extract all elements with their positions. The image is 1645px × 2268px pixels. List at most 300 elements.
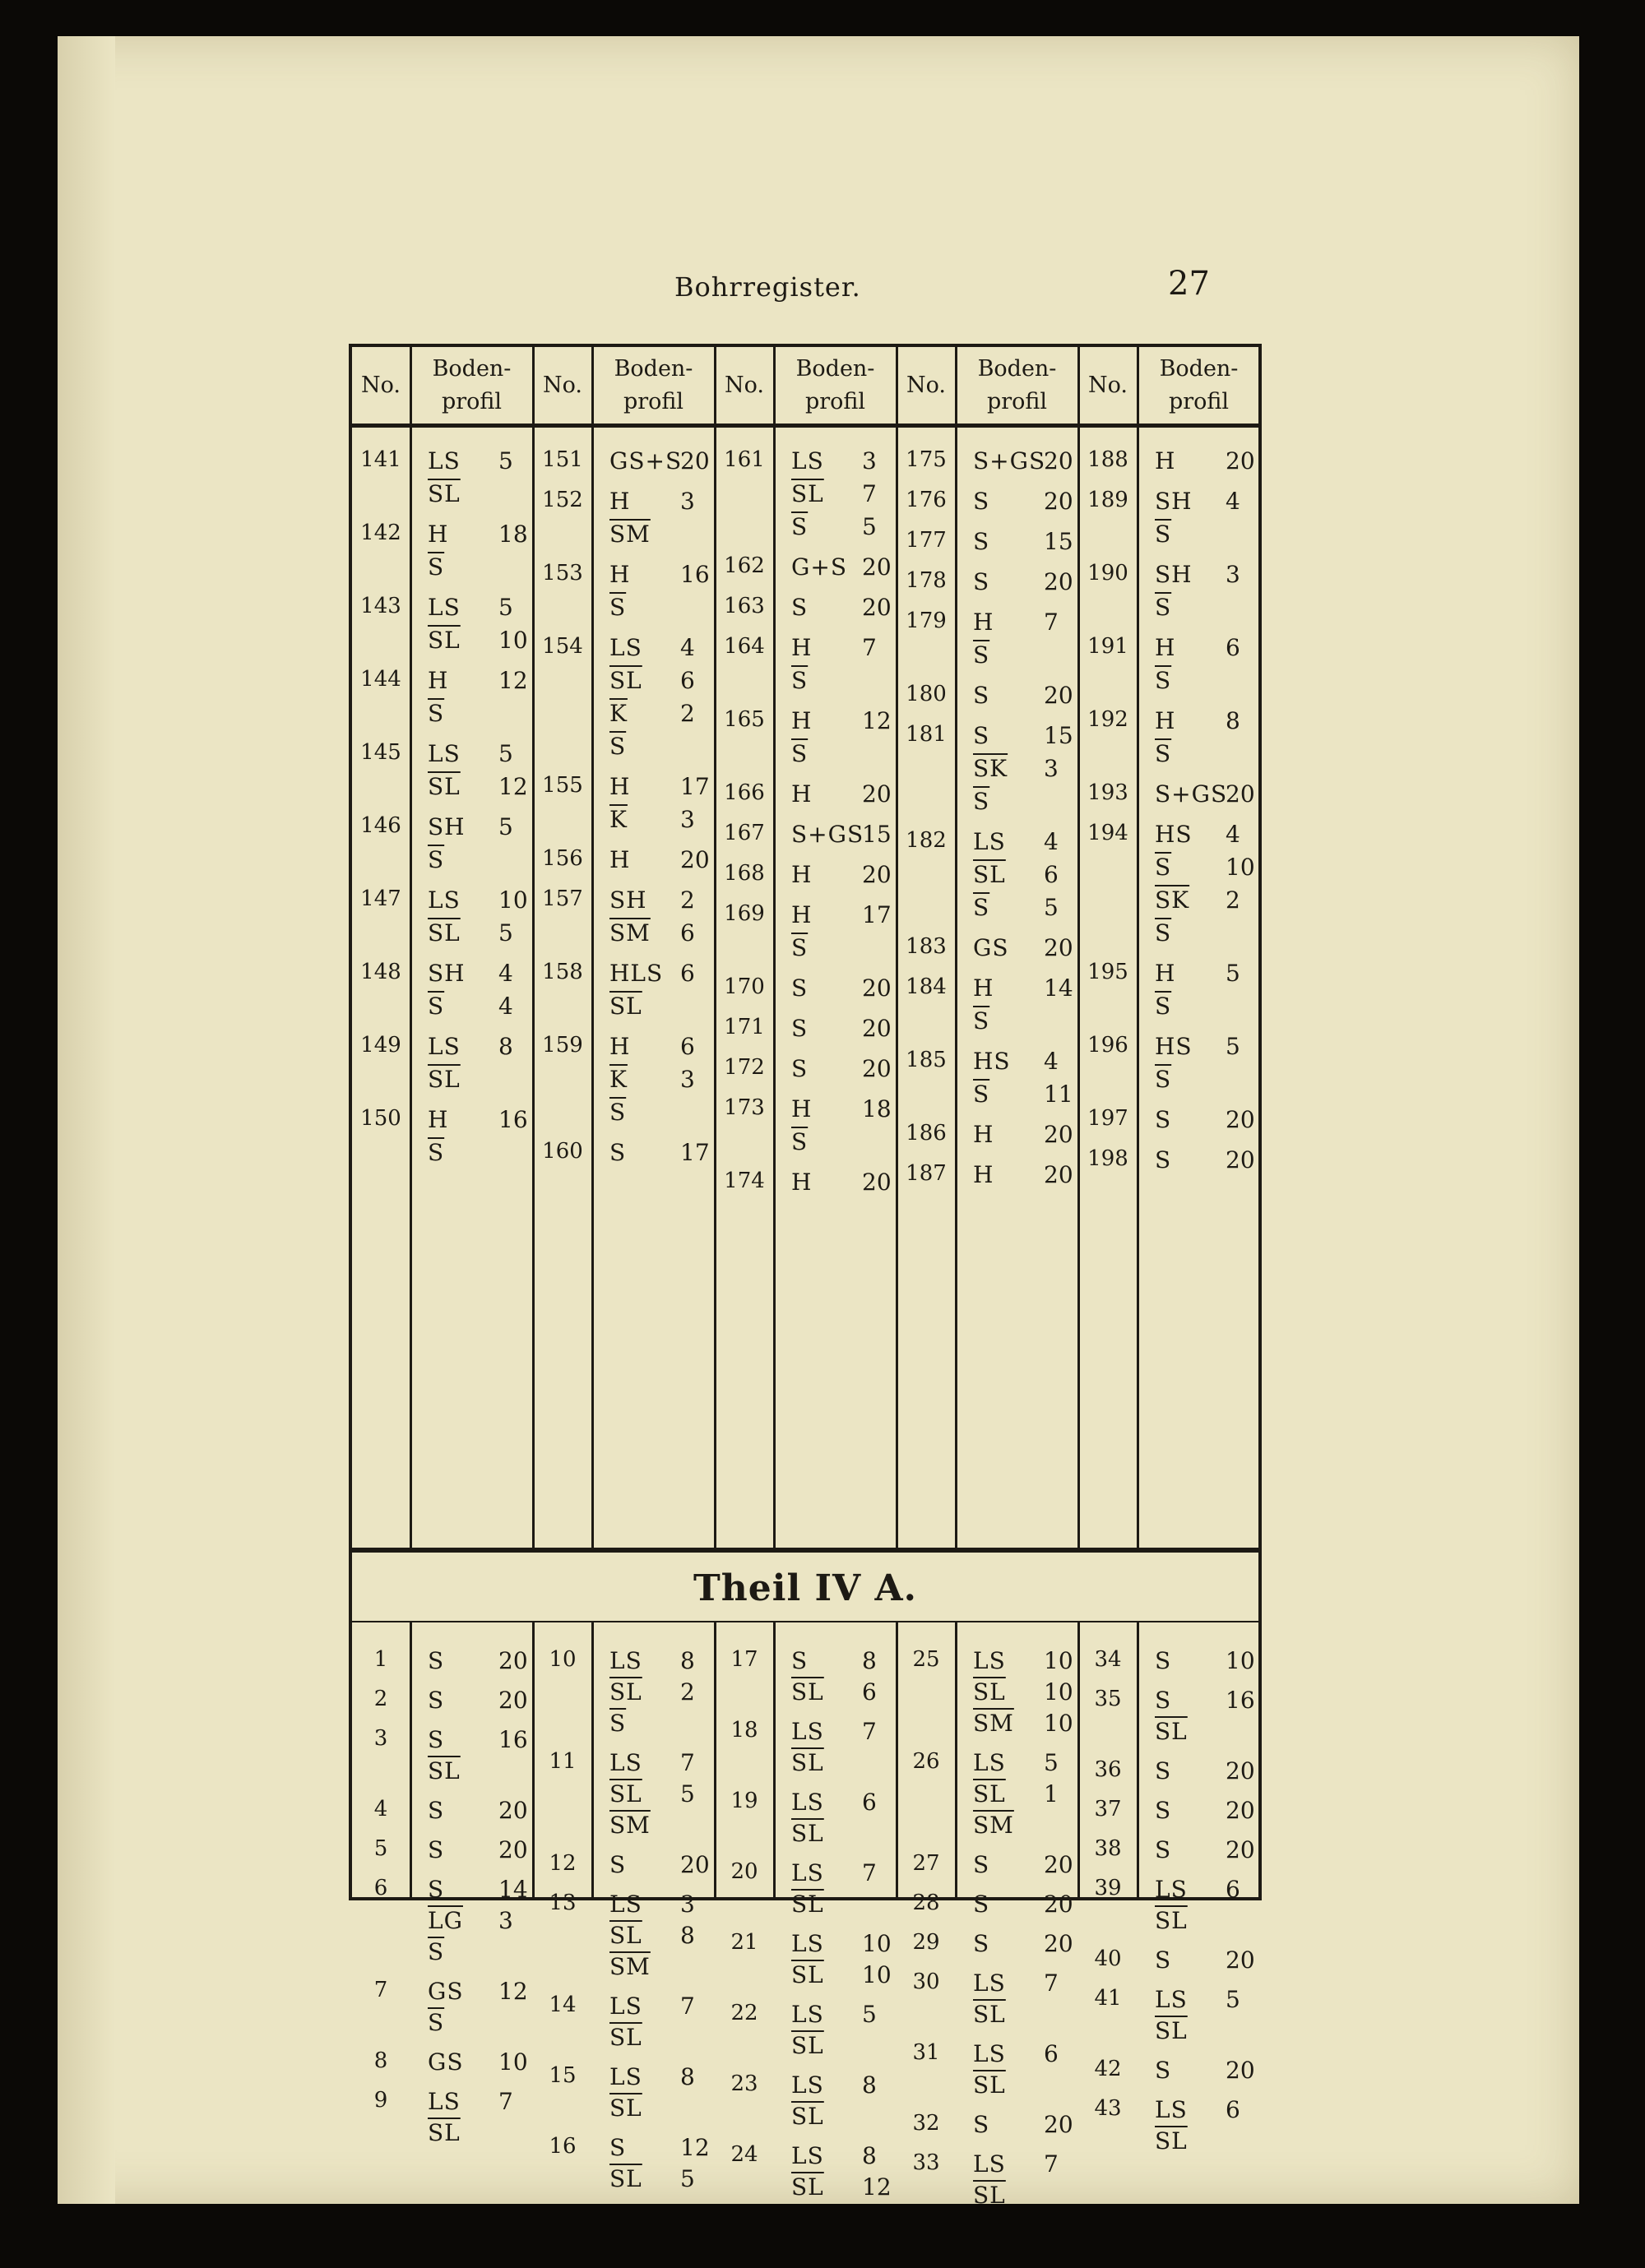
- no-column-separator: [410, 1622, 412, 1899]
- profile-layer-code: H: [1155, 707, 1176, 734]
- profile-layer-code: S: [1155, 1687, 1172, 1714]
- profile-layer-code: LS: [1155, 1986, 1188, 2013]
- profile-layer-thickness: 3: [680, 488, 695, 515]
- profile-layer-code: H: [791, 634, 813, 661]
- profile-layer-code: GS: [428, 2048, 464, 2076]
- profile-layer-code: H: [973, 609, 994, 636]
- profile-layer-code: S: [973, 682, 990, 709]
- profile-layer-code-lower: $\overline{SL}$: [791, 1678, 824, 1706]
- profile-layer-code: S: [791, 1055, 809, 1082]
- profile-layer-code: HLS: [609, 960, 664, 987]
- profile-layer-code: H: [428, 667, 449, 694]
- profile-layer-thickness: 20: [1044, 2111, 1073, 2138]
- entry-number: 198: [1087, 1146, 1128, 1171]
- profile-layer-code: GS: [428, 1978, 464, 2005]
- profile-layer-thickness: 20: [862, 594, 892, 621]
- profile-layer-code-lower: $\overline{SM}$: [973, 1812, 1014, 1839]
- profile-layer-code: H: [791, 707, 813, 734]
- section-title: Theil IV A.: [693, 1567, 917, 1609]
- entry-number: 21: [730, 1930, 758, 1955]
- profile-layer-code-lower: $\overline{S}$: [1155, 993, 1172, 1020]
- profile-layer-thickness: 5: [498, 919, 513, 947]
- group-separator: [1077, 347, 1080, 1548]
- profile-layer-code: S: [973, 568, 990, 595]
- profile-layer-code: S: [1155, 1757, 1172, 1784]
- profile-layer-thickness: 3: [1226, 561, 1240, 588]
- profile-layer-thickness: 10: [1044, 1710, 1073, 1737]
- entry-number: 13: [549, 1891, 577, 1915]
- profile-layer-thickness: 5: [862, 513, 877, 540]
- profile-layer-code: S: [973, 1891, 990, 1918]
- profile-layer-code: SH: [428, 813, 466, 840]
- profile-layer-thickness: 4: [680, 634, 695, 661]
- profile-layer-code: H: [1155, 960, 1176, 987]
- profile-layer-code-lower: $\overline{S}$: [973, 894, 990, 921]
- profile-layer-code-lower: $\overline{SL}$: [791, 480, 824, 507]
- header-bodenprofil-label: Boden- profil: [432, 355, 512, 414]
- profile-layer-thickness: 12: [862, 2173, 892, 2201]
- profile-layer-thickness: 20: [1226, 1106, 1255, 1133]
- profile-layer-thickness: 10: [1044, 1647, 1073, 1674]
- entry-number: 192: [1087, 707, 1128, 732]
- profile-layer-thickness: 2: [680, 886, 695, 914]
- group-separator: [714, 347, 716, 1548]
- profile-layer-code-lower: $\overline{SM}$: [609, 521, 651, 548]
- profile-layer-thickness: 5: [498, 740, 513, 767]
- entry-number: 162: [724, 553, 765, 578]
- profile-layer-thickness: 7: [1044, 609, 1059, 636]
- profile-layer-thickness: 20: [680, 846, 710, 873]
- profile-layer-code: S+GS: [1155, 780, 1228, 808]
- entry-number: 6: [373, 1876, 388, 1900]
- table-part-2: [352, 1622, 1258, 2268]
- profile-layer-code: H: [791, 780, 813, 808]
- no-column-separator: [591, 347, 594, 1548]
- entry-number: 167: [724, 821, 765, 845]
- profile-layer-thickness: 8: [680, 2063, 695, 2090]
- profile-layer-code-lower: $\overline{S}$: [973, 1007, 990, 1034]
- header-bodenprofil-label: Boden- profil: [614, 355, 693, 414]
- entry-number: 184: [906, 974, 947, 999]
- profile-layer-code-lower: $\overline{S}$: [1155, 667, 1172, 694]
- header-no: [534, 347, 591, 424]
- entry-number: 32: [912, 2111, 940, 2136]
- profile-layer-thickness: 12: [498, 773, 528, 800]
- profile-layer-thickness: 16: [498, 1106, 528, 1133]
- profile-layer-code: LS: [609, 2063, 642, 2090]
- entry-number: 9: [373, 2088, 388, 2113]
- entry-number: 37: [1094, 1797, 1122, 1821]
- entry-number: 190: [1087, 561, 1128, 586]
- no-column-separator: [1137, 347, 1139, 1548]
- entry-number: 155: [542, 773, 583, 798]
- entry-number: 28: [912, 1891, 940, 1915]
- entry-number: 150: [360, 1106, 401, 1131]
- entry-number: 183: [906, 934, 947, 959]
- profile-layer-code: S: [609, 1851, 627, 1878]
- profile-layer-code-lower: $\overline{SL}$: [428, 2119, 461, 2146]
- profile-layer-code-lower: $\overline{SK}$: [973, 755, 1008, 782]
- header-no-label: No.: [906, 372, 946, 398]
- entry-number: 175: [906, 447, 947, 472]
- profile-layer-thickness: 17: [680, 1139, 710, 1166]
- page-gutter-shadow: [58, 36, 115, 2204]
- profile-layer-code-lower: $\overline{SL}$: [1155, 1718, 1188, 1745]
- profile-layer-thickness: 6: [1226, 634, 1240, 661]
- profile-layer-code: SH: [1155, 488, 1193, 515]
- profile-layer-code: LS: [609, 1891, 642, 1918]
- profile-layer-code: LS: [609, 634, 642, 661]
- entry-number: 10: [549, 1647, 577, 1672]
- profile-layer-code: S: [791, 594, 809, 621]
- profile-layer-code: S: [1155, 1647, 1172, 1674]
- profile-layer-code: S: [973, 2111, 990, 2138]
- table-header-row: [352, 347, 1258, 428]
- profile-layer-code: H: [791, 1095, 813, 1122]
- entry-number: 186: [906, 1121, 947, 1146]
- profile-layer-thickness: 6: [862, 1678, 877, 1706]
- profile-layer-code: S: [1155, 1836, 1172, 1863]
- profile-layer-thickness: 12: [498, 1978, 528, 2005]
- profile-layer-thickness: 10: [498, 627, 528, 654]
- profile-layer-thickness: 20: [1226, 780, 1255, 808]
- header-bodenprofil: [591, 347, 716, 424]
- bohrregister-table: [349, 344, 1262, 2209]
- profile-layer-thickness: 7: [1044, 2150, 1059, 2178]
- profile-layer-code: LS: [1155, 1876, 1188, 1903]
- profile-layer-code-lower: $\overline{SL}$: [428, 1066, 461, 1093]
- group-separator: [896, 347, 898, 1548]
- entry-number: 188: [1087, 447, 1128, 472]
- entry-number: 187: [906, 1161, 947, 1186]
- profile-layer-thickness: 20: [680, 447, 710, 474]
- header-bodenprofil: [410, 347, 534, 424]
- profile-layer-thickness: 8: [1226, 707, 1240, 734]
- profile-layer-code-lower: $\overline{SL}$: [428, 480, 461, 507]
- group-separator: [532, 347, 535, 1548]
- header-bodenprofil: [773, 347, 897, 424]
- entry-number: 11: [549, 1749, 577, 1774]
- profile-layer-code: G+S: [791, 553, 848, 581]
- profile-layer-code: S: [973, 1930, 990, 1957]
- entry-number: 197: [1087, 1106, 1128, 1131]
- profile-layer-code: S: [973, 722, 990, 749]
- entry-number: 147: [360, 886, 401, 911]
- profile-layer-thickness: 10: [1226, 854, 1255, 881]
- profile-layer-thickness: 5: [498, 813, 513, 840]
- profile-layer-code: H: [791, 1169, 813, 1196]
- profile-layer-thickness: 8: [680, 1922, 695, 1949]
- entry-number: 185: [906, 1048, 947, 1072]
- profile-layer-thickness: 16: [680, 561, 710, 588]
- profile-layer-code: S: [428, 1647, 445, 1674]
- profile-layer-thickness: 3: [1044, 755, 1059, 782]
- profile-layer-code: LS: [791, 1930, 824, 1957]
- profile-layer-thickness: 7: [862, 1718, 877, 1745]
- header-no-label: No.: [543, 372, 582, 398]
- profile-layer-code-lower: $\overline{S}$: [609, 1710, 627, 1737]
- profile-layer-thickness: 20: [680, 1851, 710, 1878]
- entry-number: 176: [906, 488, 947, 512]
- profile-layer-code-lower: $\overline{S}$: [428, 846, 445, 873]
- profile-layer-code: HS: [1155, 1033, 1193, 1060]
- profile-layer-code: S: [428, 1876, 445, 1903]
- profile-layer-thickness: 20: [862, 553, 892, 581]
- profile-layer-thickness: 5: [680, 2165, 695, 2192]
- entry-number: 23: [730, 2071, 758, 2096]
- profile-layer-code: S: [791, 1015, 809, 1042]
- header-no: [716, 347, 773, 424]
- profile-layer-code: S: [1155, 1946, 1172, 1974]
- profile-layer-code-lower: $\overline{SL}$: [791, 2173, 824, 2201]
- profile-layer-code-lower: $\overline{SM}$: [609, 919, 651, 947]
- profile-layer-thickness: 20: [862, 1169, 892, 1196]
- profile-layer-code: LS: [791, 447, 824, 474]
- profile-layer-code: H: [1155, 447, 1176, 474]
- profile-layer-code-lower: $\overline{S}$: [1155, 854, 1172, 881]
- profile-layer-code: LS: [791, 1789, 824, 1816]
- entry-number: 166: [724, 780, 765, 805]
- profile-layer-code: GS: [973, 934, 1009, 961]
- profile-layer-code: H: [791, 901, 813, 928]
- profile-layer-code-lower: $\overline{SL}$: [791, 1749, 824, 1776]
- profile-layer-thickness: 20: [1044, 1161, 1073, 1188]
- profile-layer-code: LS: [428, 2088, 461, 2115]
- profile-layer-code: HS: [973, 1048, 1011, 1075]
- profile-layer-thickness: 16: [498, 1726, 528, 1753]
- entry-number: 194: [1087, 821, 1128, 845]
- profile-layer-code: LS: [609, 1993, 642, 2020]
- profile-layer-code-lower: $\overline{S}$: [609, 594, 627, 621]
- profile-layer-code-lower: $\overline{SK}$: [1155, 886, 1190, 914]
- header-no-label: No.: [1088, 372, 1128, 398]
- profile-layer-code-lower: $\overline{SL}$: [428, 627, 461, 654]
- entry-number: 143: [360, 594, 401, 618]
- profile-layer-thickness: 8: [862, 1647, 877, 1674]
- profile-layer-thickness: 5: [498, 594, 513, 621]
- profile-layer-thickness: 3: [680, 1066, 695, 1093]
- entry-number: 157: [542, 886, 583, 911]
- profile-layer-code-lower: $\overline{SL}$: [973, 861, 1006, 888]
- profile-layer-thickness: 6: [1044, 861, 1059, 888]
- header-bodenprofil: [1137, 347, 1261, 424]
- profile-layer-thickness: 2: [1226, 886, 1240, 914]
- entry-number: 144: [360, 667, 401, 692]
- profile-layer-thickness: 4: [1226, 488, 1240, 515]
- entry-number: 15: [549, 2063, 577, 2088]
- profile-layer-thickness: 20: [862, 780, 892, 808]
- entry-number: 142: [360, 521, 401, 545]
- entry-number: 163: [724, 594, 765, 618]
- profile-layer-thickness: 20: [1044, 1121, 1073, 1148]
- no-column-separator: [955, 347, 957, 1548]
- entry-number: 31: [912, 2040, 940, 2065]
- profile-layer-code-lower: $\overline{SL}$: [973, 1678, 1006, 1706]
- profile-layer-thickness: 20: [498, 1647, 528, 1674]
- profile-layer-thickness: 20: [498, 1687, 528, 1714]
- profile-layer-code-lower: $\overline{SM}$: [609, 1953, 651, 1980]
- entry-number: 3: [373, 1726, 388, 1751]
- profile-layer-code-lower: $\overline{S}$: [428, 553, 445, 581]
- entry-number: 173: [724, 1095, 765, 1120]
- profile-layer-code: S+GS: [791, 821, 864, 848]
- entry-number: 14: [549, 1993, 577, 2017]
- profile-layer-code-lower: $\overline{SL}$: [428, 919, 461, 947]
- profile-layer-code: LS: [428, 1033, 461, 1060]
- profile-layer-code-lower: $\overline{S}$: [973, 788, 990, 815]
- profile-layer-code: LS: [609, 1749, 642, 1776]
- profile-layer-code: LS: [791, 2001, 824, 2028]
- entry-number: 16: [549, 2134, 577, 2159]
- entry-number: 33: [912, 2150, 940, 2175]
- profile-layer-thickness: 3: [680, 1891, 695, 1918]
- profile-layer-code-lower: $\overline{SL}$: [791, 2103, 824, 2130]
- profile-layer-code-lower: $\overline{S}$: [791, 934, 809, 961]
- profile-layer-code: SH: [1155, 561, 1193, 588]
- entry-number: 180: [906, 682, 947, 706]
- entry-number: 177: [906, 528, 947, 553]
- profile-layer-thickness: 20: [1044, 447, 1073, 474]
- entry-number: 153: [542, 561, 583, 586]
- profile-layer-code: S: [428, 1687, 445, 1714]
- profile-layer-code: GS+S: [609, 447, 683, 474]
- profile-layer-thickness: 20: [862, 1015, 892, 1042]
- profile-layer-thickness: 14: [498, 1876, 528, 1903]
- profile-layer-code-lower: $\overline{S}$: [428, 700, 445, 727]
- profile-layer-code: SH: [428, 960, 466, 987]
- header-bodenprofil-label: Boden- profil: [977, 355, 1057, 414]
- profile-layer-thickness: 5: [862, 2001, 877, 2028]
- profile-layer-thickness: 8: [680, 1647, 695, 1674]
- profile-layer-code: S: [973, 1851, 990, 1878]
- profile-layer-thickness: 3: [862, 447, 877, 474]
- profile-layer-code-lower: $\overline{S}$: [1155, 1066, 1172, 1093]
- profile-layer-code: LS: [428, 740, 461, 767]
- entry-number: 12: [549, 1851, 577, 1876]
- profile-layer-code-lower: $\overline{SL}$: [791, 1820, 824, 1847]
- entry-number: 189: [1087, 488, 1128, 512]
- profile-layer-thickness: 10: [862, 1961, 892, 1988]
- section-divider: [352, 1548, 1258, 1553]
- entry-number: 164: [724, 634, 765, 659]
- profile-layer-thickness: 6: [1226, 2096, 1240, 2123]
- profile-layer-thickness: 1: [1044, 1780, 1059, 1807]
- profile-layer-code: H: [1155, 634, 1176, 661]
- profile-layer-thickness: 7: [1044, 1969, 1059, 1997]
- profile-layer-code-lower: $\overline{SL}$: [609, 1922, 642, 1949]
- entry-number: 152: [542, 488, 583, 512]
- entry-number: 179: [906, 609, 947, 633]
- profile-layer-code-lower: $\overline{S}$: [1155, 594, 1172, 621]
- profile-layer-code-lower: $\overline{SL}$: [609, 993, 642, 1020]
- profile-layer-code-lower: $\overline{SL}$: [1155, 2017, 1188, 2044]
- entry-number: 171: [724, 1015, 765, 1039]
- profile-layer-code: LS: [973, 1749, 1006, 1776]
- profile-layer-code-lower: $\overline{SL}$: [609, 2024, 642, 2051]
- entry-number: 43: [1094, 2096, 1122, 2121]
- no-column-separator: [591, 1622, 594, 1899]
- entry-number: 7: [373, 1978, 388, 2002]
- entry-number: 154: [542, 634, 583, 659]
- profile-layer-thickness: 20: [498, 1836, 528, 1863]
- profile-layer-code: LS: [973, 1969, 1006, 1997]
- profile-layer-thickness: 4: [1226, 821, 1240, 848]
- entry-number: 18: [730, 1718, 758, 1743]
- profile-layer-code-lower: $\overline{K}$: [609, 806, 628, 833]
- group-separator: [1077, 1622, 1080, 1899]
- entry-number: 141: [360, 447, 401, 472]
- profile-layer-thickness: 3: [680, 806, 695, 833]
- profile-layer-thickness: 10: [1044, 1678, 1073, 1706]
- profile-layer-thickness: 7: [680, 1993, 695, 2020]
- profile-layer-thickness: 17: [680, 773, 710, 800]
- profile-layer-thickness: 20: [1226, 1797, 1255, 1824]
- group-separator: [896, 1622, 898, 1899]
- profile-layer-code-lower: $\overline{SL}$: [609, 2094, 642, 2122]
- profile-layer-thickness: 4: [498, 960, 513, 987]
- profile-layer-code-lower: $\overline{SL}$: [609, 1780, 642, 1807]
- profile-layer-code: S: [428, 1726, 445, 1753]
- entry-number: 4: [373, 1797, 388, 1821]
- profile-layer-thickness: 6: [680, 919, 695, 947]
- profile-layer-thickness: 20: [498, 1797, 528, 1824]
- profile-layer-thickness: 8: [862, 2142, 877, 2169]
- profile-layer-code: HS: [1155, 821, 1193, 848]
- profile-layer-thickness: 12: [498, 667, 528, 694]
- profile-layer-thickness: 4: [1044, 828, 1059, 855]
- profile-layer-code: LS: [973, 2040, 1006, 2067]
- profile-layer-code: S: [1155, 2057, 1172, 2084]
- entry-number: 182: [906, 828, 947, 853]
- profile-layer-code-lower: $\overline{S}$: [973, 641, 990, 669]
- entry-number: 191: [1087, 634, 1128, 659]
- profile-layer-code: S: [428, 1836, 445, 1863]
- profile-layer-code: S: [1155, 1146, 1172, 1173]
- entry-number: 170: [724, 974, 765, 999]
- entry-number: 168: [724, 861, 765, 886]
- profile-layer-thickness: 16: [1226, 1687, 1255, 1714]
- profile-layer-code: H: [973, 974, 994, 1002]
- entry-number: 178: [906, 568, 947, 593]
- profile-layer-code-lower: $\overline{S}$: [609, 733, 627, 760]
- profile-layer-code-lower: $\overline{S}$: [1155, 521, 1172, 548]
- profile-layer-thickness: 18: [862, 1095, 892, 1122]
- profile-layer-code-lower: $\overline{S}$: [428, 993, 445, 1020]
- header-no: [352, 347, 410, 424]
- running-title: Bohrregister.: [674, 271, 861, 303]
- profile-layer-code: S: [428, 1797, 445, 1824]
- entry-number: 159: [542, 1033, 583, 1058]
- profile-layer-code: LS: [973, 828, 1006, 855]
- profile-layer-code: H: [609, 1033, 631, 1060]
- profile-layer-code-lower: $\overline{SL}$: [609, 1678, 642, 1706]
- profile-layer-thickness: 6: [1226, 1876, 1240, 1903]
- entry-number: 24: [730, 2142, 758, 2167]
- profile-layer-thickness: 8: [862, 2071, 877, 2099]
- profile-layer-code: S: [973, 528, 990, 555]
- profile-layer-code: LS: [428, 886, 461, 914]
- profile-layer-code-lower: $\overline{S}$: [428, 2009, 445, 2036]
- profile-layer-thickness: 6: [1044, 2040, 1059, 2067]
- profile-layer-thickness: 7: [862, 480, 877, 507]
- no-column-separator: [955, 1622, 957, 1899]
- profile-layer-thickness: 6: [680, 960, 695, 987]
- profile-layer-thickness: 14: [1044, 974, 1073, 1002]
- profile-layer-thickness: 4: [1044, 1048, 1059, 1075]
- entry-number: 172: [724, 1055, 765, 1080]
- entry-number: 158: [542, 960, 583, 984]
- entry-number: 161: [724, 447, 765, 472]
